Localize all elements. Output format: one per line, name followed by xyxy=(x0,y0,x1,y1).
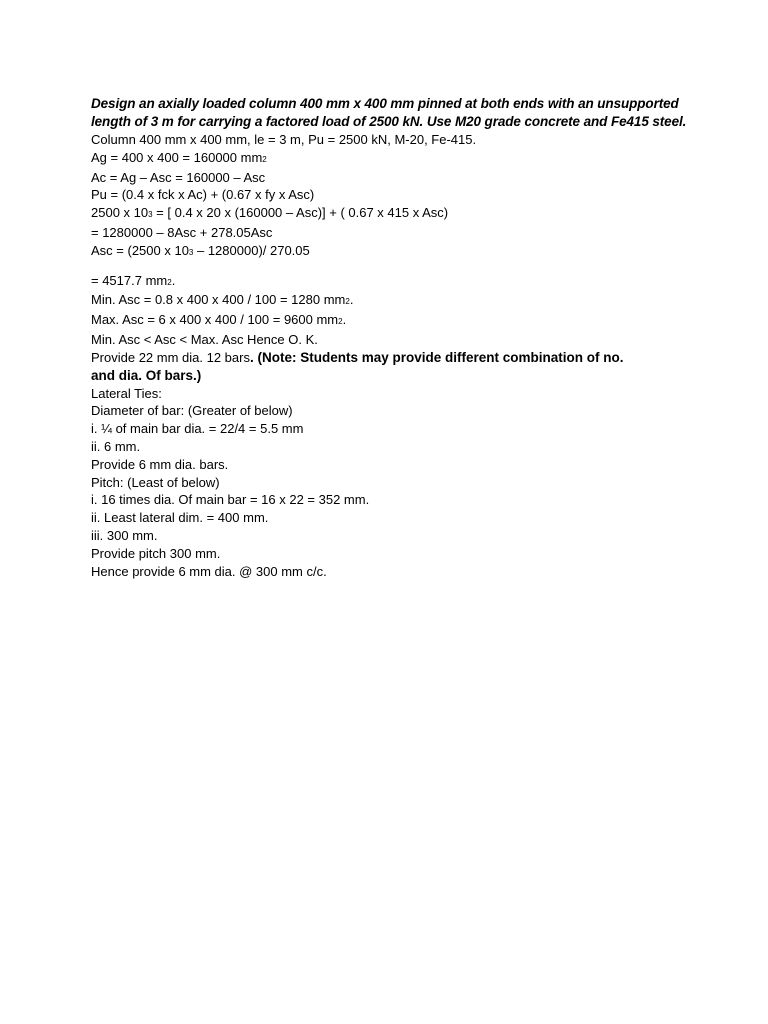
solution-line xyxy=(91,331,691,349)
solution-line xyxy=(91,272,691,292)
solution-line xyxy=(91,169,691,187)
solution-line: Pitch: (Least of below) xyxy=(91,474,220,490)
solution-line xyxy=(91,291,691,311)
solution-part-1 xyxy=(91,131,691,262)
text-run: = [ 0.4 x 20 x (160000 – Asc)] + ( 0.67 x 415 x Asc) xyxy=(152,205,449,221)
solution-line: i. 16 times dia. Of main bar = 16 x 22 = 352 mm. xyxy=(91,492,370,508)
solution-line xyxy=(91,311,691,331)
text-run: 2500 x 10 xyxy=(91,205,149,221)
note-text: . (Note: Students may provide different combination of no. xyxy=(249,349,624,365)
solution-line xyxy=(91,242,691,262)
text-run: . xyxy=(349,292,354,308)
solution-line: ii. Least lateral dim. = 400 mm. xyxy=(91,510,269,526)
solution-line: Hence provide 6 mm dia. @ 300 mm c/c. xyxy=(91,563,327,579)
superscript: 3 xyxy=(188,247,194,257)
solution-part-2 xyxy=(91,272,691,385)
text-run: = 4517.7 mm xyxy=(91,272,168,288)
text-run: – 1280000)/ 270.05 xyxy=(193,242,310,258)
solution-line: Provide pitch 300 mm. xyxy=(91,545,221,561)
solution-line: Lateral Ties: xyxy=(91,385,162,401)
text-run: = 1280000 – 8Asc + 278.05Asc xyxy=(91,224,273,240)
text-run: . xyxy=(342,312,347,328)
text-run: Asc = (2500 x 10 xyxy=(91,242,189,258)
text-run: Max. Asc = 6 x 400 x 400 / 100 = 9600 mm xyxy=(91,312,339,328)
solution-line: ii. 6 mm. xyxy=(91,438,141,454)
text-run: Min. Asc = 0.8 x 400 x 400 / 100 = 1280 mm xyxy=(91,292,346,308)
superscript: 2 xyxy=(262,154,267,164)
superscript: 2 xyxy=(345,297,350,307)
text-run: Provide 22 mm dia. 12 bars xyxy=(91,349,250,365)
solution-line: i. ¼ of main bar dia. = 22/4 = 5.5 mm xyxy=(91,421,304,437)
solution-line xyxy=(91,204,691,224)
solution-part-3 xyxy=(91,385,691,581)
solution-line: iii. 300 mm. xyxy=(91,527,158,543)
superscript: 2 xyxy=(338,317,343,327)
text-run: Pu = (0.4 x fck x Ac) + (0.67 x fy x Asc) xyxy=(91,187,315,203)
note-continuation: and dia. Of bars.) xyxy=(91,367,202,383)
document-page xyxy=(91,95,691,580)
solution-line xyxy=(91,131,691,149)
provide-bars-line xyxy=(91,349,691,367)
text-run: . xyxy=(171,272,176,288)
solution-line xyxy=(91,224,691,242)
solution-line xyxy=(91,149,691,169)
text-run: Ag = 400 x 400 = 160000 mm xyxy=(91,149,263,165)
text-run: Min. Asc < Asc < Max. Asc Hence O. K. xyxy=(91,331,318,347)
paragraph-gap xyxy=(91,262,691,272)
text-run: Column 400 mm x 400 mm, le = 3 m, Pu = 2500 kN, M-20, Fe-415. xyxy=(91,132,477,147)
solution-line: Diameter of bar: (Greater of below) xyxy=(91,403,293,419)
superscript: 3 xyxy=(148,210,153,220)
solution-line: Provide 6 mm dia. bars. xyxy=(91,456,229,472)
solution-line xyxy=(91,186,691,204)
text-run: Ac = Ag – Asc = 160000 – Asc xyxy=(91,169,266,185)
superscript: 2 xyxy=(167,277,172,287)
question-text: Design an axially loaded column 400 mm x 400 mm pinned at both ends with an unsupported length of 3 m for carrying a factored load of 2500 kN. Use M20 grade concrete and Fe415 steel. xyxy=(91,96,687,129)
